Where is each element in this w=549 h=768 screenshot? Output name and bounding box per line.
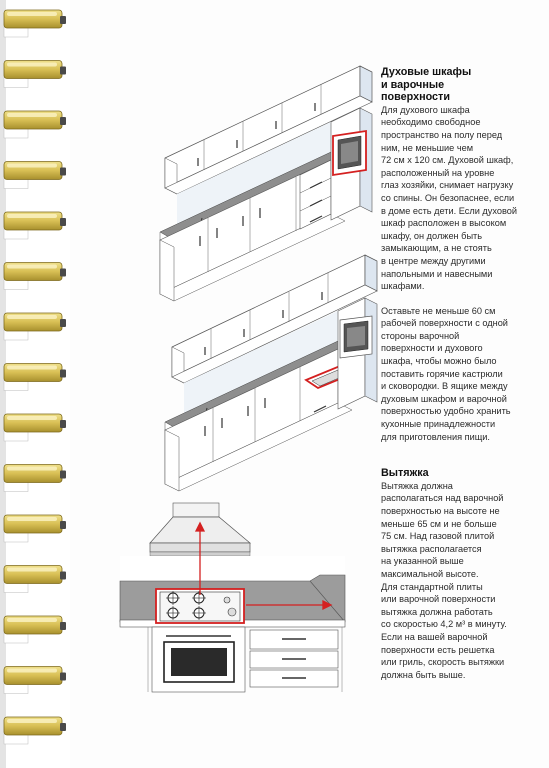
body-line: шкафами. <box>381 281 425 292</box>
section-title-ovens-line3: поверхности <box>381 91 450 104</box>
body-line: располагаться над варочной <box>381 493 504 504</box>
body-line: ним, не меньшие чем <box>381 142 474 153</box>
body-line: Если на вашей варочной <box>381 631 488 642</box>
body-line: максимальной высоте. <box>381 568 479 579</box>
body-line: напольными и навесными <box>381 268 493 279</box>
kitchen-illustration-top <box>160 66 372 301</box>
section-body-ovens <box>381 104 531 293</box>
body-line: поверхности и духового <box>381 343 483 354</box>
body-line: вытяжка должна работать <box>381 606 493 617</box>
body-line: шкаф расположен в высоком <box>381 218 507 229</box>
body-line: вытяжка располагается <box>381 543 482 554</box>
text-column <box>381 66 531 681</box>
body-line: поверхностью удобно хранить <box>381 406 511 417</box>
body-line: в центре между другими <box>381 255 486 266</box>
body-line: шкафу, он должен быть <box>381 230 483 241</box>
section-title-ovens: Духовые шкафы <box>381 66 472 78</box>
body-line: рабочей поверхности с одной <box>381 318 508 329</box>
body-line: в доме есть дети. Если духовой <box>381 205 517 216</box>
section-body-hood <box>381 480 531 682</box>
body-line: кухонные принадлежности <box>381 419 496 430</box>
body-line: Вытяжка должна <box>381 480 453 491</box>
range-hood-diagram <box>120 503 345 692</box>
body-line: должна быть выше. <box>381 669 466 680</box>
body-line: Оставьте не меньше 60 см <box>381 305 496 316</box>
body-line: меньше 65 см и не больше <box>381 518 497 529</box>
section-body-worksurface <box>381 305 531 444</box>
body-line: поверхности есть решетка <box>381 644 495 655</box>
body-line: 75 см. Над газовой плитой <box>381 531 495 542</box>
body-line: и сковородки. В ящике между <box>381 381 508 392</box>
body-line: необходимо свободное <box>381 117 481 128</box>
body-line: поверхностью на высоте не <box>381 506 500 516</box>
section-title-ovens-line2: и варочные <box>381 78 445 91</box>
body-line: поставить горячие кастрюли <box>381 368 503 379</box>
section-title-hood: Вытяжка <box>381 467 429 480</box>
body-line: или варочной поверхности <box>381 594 496 605</box>
body-line: глаз хозяйки, снимает нагрузку <box>381 180 514 191</box>
body-line: замыкающим, а не стоять <box>381 243 492 254</box>
body-line: пространство на полу перед <box>381 129 503 140</box>
body-line: на указанной выше <box>381 556 464 567</box>
body-line: со скоростью 4,2 м³ в минуту. <box>381 619 507 630</box>
body-line: расположенный на уровне <box>381 167 495 178</box>
body-line: 72 см х 120 см. Духовой шкаф, <box>381 155 514 166</box>
body-line: шкафа, чтобы можно было <box>381 356 497 367</box>
body-line: Для стандартной плиты <box>381 581 483 592</box>
body-line: или гриль, скорость вытяжки <box>381 657 505 668</box>
body-line: для приготовления пищи. <box>381 431 490 442</box>
body-line: духовым шкафом и варочной <box>381 393 507 404</box>
body-line: Для духового шкафа <box>381 104 470 115</box>
body-line: со спины. Он безопаснее, если <box>381 192 515 203</box>
body-line: стороны варочной <box>381 330 460 341</box>
